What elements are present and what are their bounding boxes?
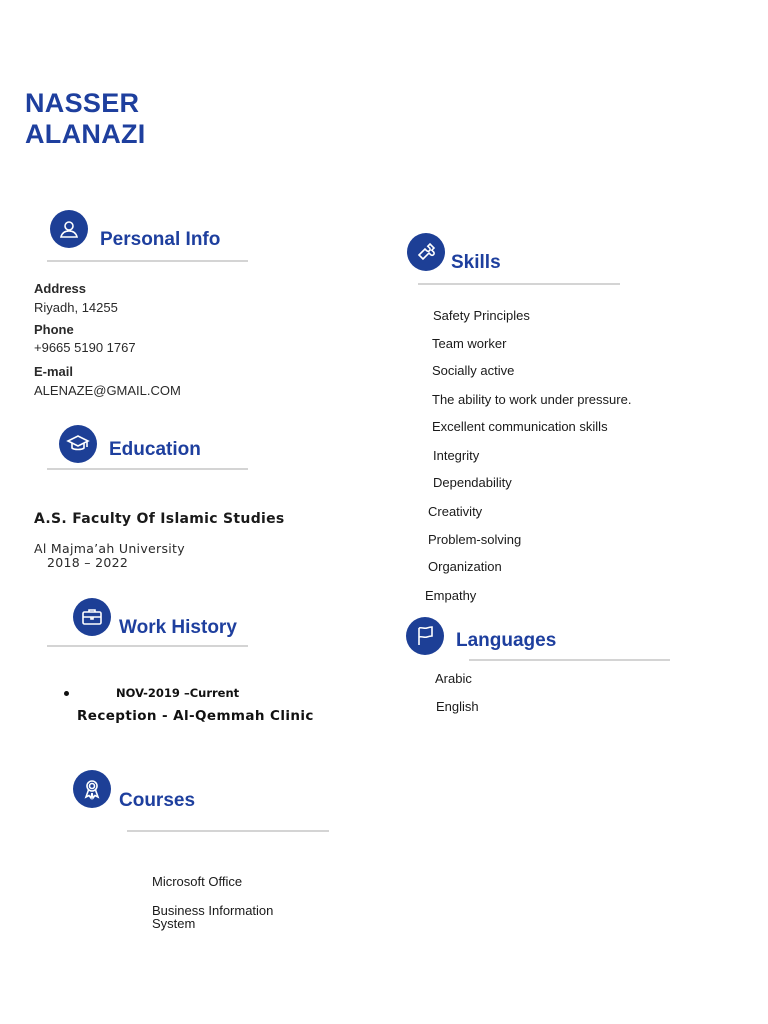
user-icon (50, 210, 88, 248)
skills-divider (418, 283, 620, 285)
courses-title: Courses (119, 790, 196, 811)
skill-item: Integrity (433, 448, 480, 463)
skill-item: Team worker (432, 336, 507, 351)
work-history-divider (47, 645, 248, 647)
flag-icon (406, 617, 444, 655)
course-item: Microsoft Office (152, 874, 243, 889)
skill-item: Dependability (433, 475, 512, 490)
phone-value: +9665 5190 1767 (34, 340, 136, 355)
work-bullet (64, 691, 69, 696)
courses-divider (127, 830, 329, 832)
address-label: Address (34, 281, 87, 296)
skill-item: Problem-solving (428, 532, 522, 547)
work-role: Reception - Al-Qemmah Clinic (77, 708, 314, 724)
language-item: English (436, 699, 479, 714)
education-divider (47, 468, 248, 470)
language-item: Arabic (435, 671, 472, 686)
skill-item: Creativity (428, 504, 483, 519)
skill-item: The ability to work under pressure. (432, 392, 632, 407)
personal-info-title: Personal Info (100, 229, 221, 250)
course-item: Business Information (152, 903, 274, 918)
first-name: NASSER (25, 88, 140, 118)
briefcase-icon (73, 598, 111, 636)
puzzle-piece-icon (407, 233, 445, 271)
course-item: System (152, 916, 196, 931)
email-value: ALENAZE@GMAIL.COM (34, 383, 181, 398)
languages-title: Languages (456, 630, 557, 651)
languages-divider (469, 659, 670, 661)
last-name: ALANAZI (25, 119, 146, 149)
graduation-cap-icon (59, 425, 97, 463)
education-degree: A.S. Faculty Of Islamic Studies (34, 511, 285, 527)
phone-label: Phone (34, 322, 74, 337)
address-value: Riyadh, 14255 (34, 300, 118, 315)
skill-item: Empathy (425, 588, 477, 603)
skill-item: Socially active (432, 363, 515, 378)
work-history-title: Work History (119, 617, 237, 638)
education-title: Education (109, 439, 201, 460)
education-years: 2018 – 2022 (47, 555, 129, 570)
education-university: Al Majma’ah University (34, 541, 185, 556)
skill-item: Safety Principles (433, 308, 530, 323)
award-ribbon-icon (73, 770, 111, 808)
skills-title: Skills (451, 252, 501, 273)
email-label: E-mail (34, 364, 74, 379)
personal-info-divider (47, 260, 248, 262)
work-period: NOV-2019 –Current (116, 686, 240, 700)
skill-item: Excellent communication skills (432, 419, 608, 434)
skill-item: Organization (428, 559, 502, 574)
